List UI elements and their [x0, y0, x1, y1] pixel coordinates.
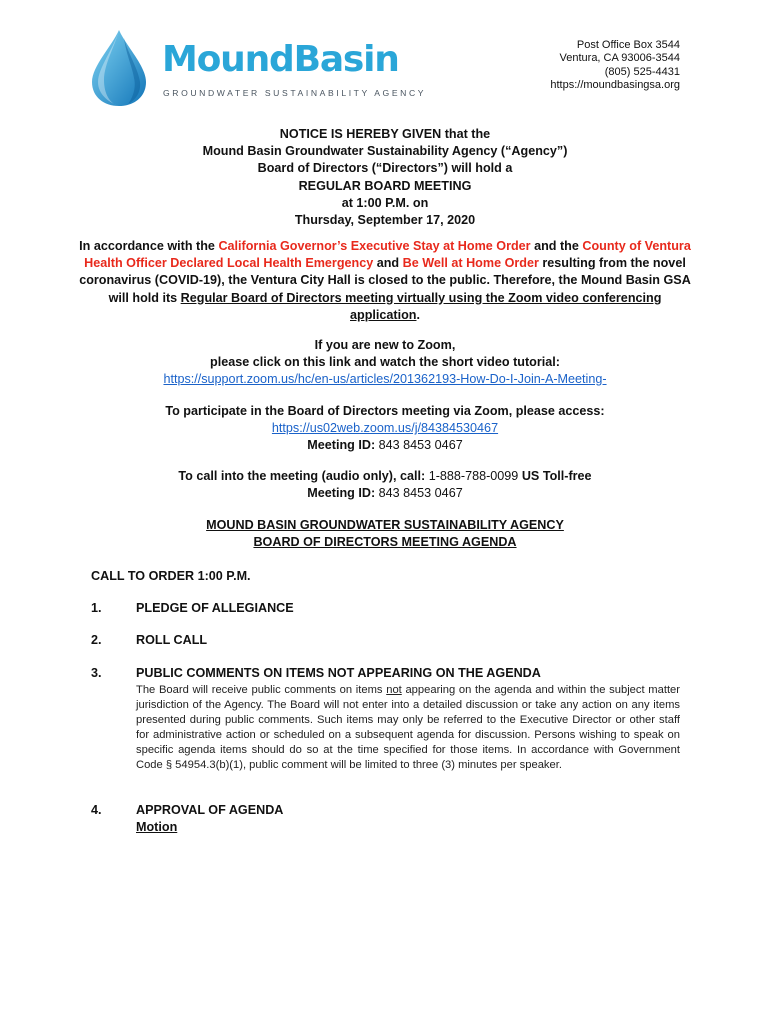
logo-subtitle: GROUNDWATER SUSTAINABILITY AGENCY [163, 88, 427, 98]
notice-line: Board of Directors (“Directors”) will hold a [257, 161, 513, 176]
notice-line: Mound Basin Groundwater Sustainability Agency (“Agency”) [202, 144, 568, 159]
meeting-notice [60, 126, 710, 229]
agenda-item-number: 2. [91, 633, 102, 647]
call-to-order: CALL TO ORDER 1:00 P.M. [91, 569, 251, 583]
agenda-item-label: APPROVAL OF AGENDA [136, 803, 284, 817]
zoom-meeting-link[interactable]: https://us02web.zoom.us/j/84384530467 [271, 421, 499, 435]
accordance-text: and [373, 256, 403, 271]
notice-line: Thursday, September 17, 2020 [294, 213, 476, 228]
agenda-item-label: PLEDGE OF ALLEGIANCE [136, 601, 294, 615]
agency-address [550, 39, 680, 93]
accordance-text: resulting from the novel coronavirus (COVID-19), the Ventura City Hall is closed to the public. Therefore, the Mound Basin GSA will hold its [79, 256, 691, 305]
meeting-id-value: 843 8453 0467 [375, 438, 463, 452]
logo-title: MoundBasin [162, 39, 399, 80]
paragraph-text: appearing on the agenda and within the subject matter jurisdiction of the Agency. The Board will not enter into a detailed discussion or take any action on any items presented during public comments. Such items may only be referred to the Executive Director or other staff for administrative action or scheduled on a subsequent agenda for discussion. Persons wishing to speak on specific agenda items should do so at the time specified for those items. In accordance with Government Code § 54954.3(b)(1), public comment will be limited to three (3) minutes per speaker. [136, 684, 680, 771]
public-comments-paragraph [136, 683, 680, 772]
meeting-id-label: Meeting ID: [307, 486, 376, 500]
phone-line: (805) 525-4431 [604, 65, 680, 78]
agenda-title-line: MOUND BASIN GROUNDWATER SUSTAINABILITY AGENCY [206, 518, 564, 532]
water-drop-logo-icon [88, 28, 150, 108]
agenda-item-number: 3. [91, 666, 102, 680]
accordance-text: and the [530, 239, 583, 253]
phone-access [40, 468, 730, 502]
accordance-text: . [416, 307, 420, 322]
agenda-item-number: 1. [91, 601, 102, 615]
virtual-meeting-text: Regular Board of Directors meeting virtually using the Zoom video conferencing application [180, 290, 662, 322]
agenda-item-sub [136, 820, 177, 834]
zoom-access-line: To participate in the Board of Directors meeting via Zoom, please access: [165, 404, 605, 418]
agenda-item-label: ROLL CALL [136, 633, 208, 647]
not-emphasis: not [386, 684, 402, 696]
agenda-item-label: PUBLIC COMMENTS ON ITEMS NOT APPEARING ON THE AGENDA [136, 666, 541, 680]
governor-order-text: California Governor’s Executive Stay at Home Order [218, 239, 531, 253]
toll-free-label: US Toll-free [518, 469, 592, 483]
motion-label: Motion [136, 820, 178, 834]
website-line: https://moundbasingsa.org [550, 79, 680, 92]
zoom-intro-line: If you are new to Zoom, [314, 338, 456, 352]
county-emergency-text: County of Ventura Health Officer Declared Local Health Emergency [84, 239, 691, 271]
meeting-id-label: Meeting ID: [307, 438, 376, 452]
notice-line: NOTICE IS HEREBY GIVEN that the [279, 127, 491, 141]
phone-number: 1-888-788-0099 [428, 469, 519, 483]
be-well-order-text: Be Well at Home Order [402, 256, 539, 271]
agenda-item-number: 4. [91, 803, 102, 817]
notice-line: at 1:00 P.M. on [341, 195, 429, 210]
paragraph-text: The Board will receive public comments on items [136, 684, 387, 696]
covid-accordance-paragraph [78, 238, 692, 324]
zoom-tutorial-link[interactable]: https://support.zoom.us/hc/en-us/articles/201362193-How-Do-I-Join-A-Meeting- [163, 372, 607, 386]
notice-line: REGULAR BOARD MEETING [298, 178, 472, 193]
address-line: Ventura, CA 93006-3544 [559, 52, 680, 65]
phone-label: To call into the meeting (audio only), call: [178, 469, 429, 483]
zoom-intro-line: please click on this link and watch the short video tutorial: [210, 355, 560, 369]
agenda-title [40, 517, 730, 552]
meeting-id-value: 843 8453 0467 [375, 486, 463, 500]
agenda-title-line: BOARD OF DIRECTORS MEETING AGENDA [253, 535, 517, 550]
address-line: Post Office Box 3544 [576, 39, 680, 51]
zoom-intro [40, 337, 730, 388]
accordance-text: In accordance with the [79, 239, 219, 253]
zoom-access [40, 403, 730, 454]
